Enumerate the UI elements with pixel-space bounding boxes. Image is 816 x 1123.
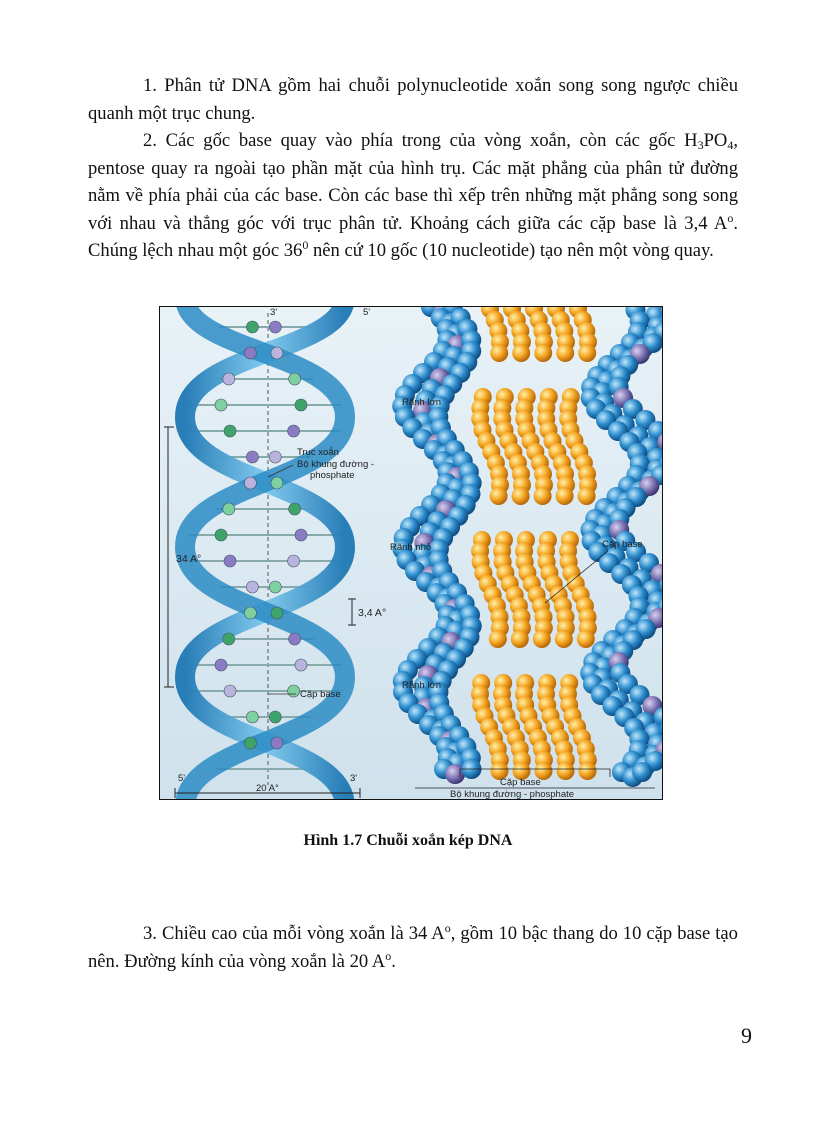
base-atom (511, 630, 529, 648)
paragraph-2: 2. Các gốc base quay vào phía trong của vòng xoắn, còn các gốc $H_3PO_4$, pentose quay ra ngoài tạo phần mặt của hình trụ. Các mặt phẳng của phân tử đường nằm về phía phải của các base. Còn các base thì xếp trên những mặt phẳng song song với nhau và thẳng góc với trục phân tử. Khoảng cách giữa các cặp base là 3,4 $A^o$. Chúng lệch nhau một góc $36^0$ nên cứ 10 gốc (10 nucleotide) tạo nên một vòng quay. (88, 130, 738, 261)
base-atom (557, 762, 575, 780)
end-label-top-left: 3' (270, 307, 278, 318)
base-pair-label-bottom: Cặp base (500, 777, 541, 788)
nucleotide-base (244, 607, 256, 619)
nucleotide-base (223, 633, 235, 645)
nucleotide-base (288, 685, 300, 697)
nucleotide-base (246, 321, 258, 333)
nucleotide-base (224, 425, 236, 437)
nucleotide-base (269, 711, 281, 723)
nucleotide-base (244, 347, 256, 359)
backbone-label-a: Bộ khung đường - (297, 459, 375, 470)
height-label: 34 A° (176, 553, 202, 565)
paragraph-1: 1. Phân tử DNA gồm hai chuỗi polynucleotide xoắn song song ngược chiều quanh một trục chung. (88, 75, 738, 124)
major-groove-label-top: Rãnh lớn (402, 397, 441, 408)
base-atom (533, 630, 551, 648)
dna-illustration (160, 307, 663, 800)
nucleotide-base (288, 425, 300, 437)
nucleotide-base (215, 659, 227, 671)
nucleotide-base (224, 685, 236, 697)
base-atom (489, 630, 507, 648)
diameter-label: 20 A° (256, 783, 279, 794)
nucleotide-base (295, 399, 307, 411)
figure-caption: Hình 1.7 Chuỗi xoắn kép DNA (303, 832, 513, 849)
base-atom (490, 487, 508, 505)
nucleotide-base (288, 555, 300, 567)
nucleotide-base (246, 581, 258, 593)
nucleotide-base (215, 529, 227, 541)
nucleotide-base (224, 555, 236, 567)
nucleotide-base (269, 581, 281, 593)
base-atom (534, 344, 552, 362)
backbone-label-b: phosphate (310, 470, 355, 481)
base-atom (579, 762, 597, 780)
base-atom (512, 344, 530, 362)
base-atom (578, 344, 596, 362)
nucleotide-base (246, 451, 258, 463)
nucleotide-base (295, 659, 307, 671)
base-atom (577, 630, 595, 648)
nucleotide-base (289, 373, 301, 385)
minor-groove-label: Rãnh nhỏ (390, 542, 432, 553)
base-atom (534, 487, 552, 505)
nucleotide-base (295, 529, 307, 541)
backbone-atom (632, 762, 652, 782)
base-pair-label-left: Cặp base (300, 689, 341, 700)
base-atom (578, 487, 596, 505)
nucleotide-base (223, 503, 235, 515)
nucleotide-base (246, 711, 258, 723)
base-atom (512, 487, 530, 505)
end-label-bottom-left: 5' (178, 773, 186, 784)
nucleotide-base (223, 373, 235, 385)
page-number: 9 (741, 1023, 752, 1048)
nucleotide-base (269, 451, 281, 463)
spacing-label: 3,4 A° (358, 607, 387, 619)
nucleotide-base (289, 633, 301, 645)
end-label-top-right: 5' (363, 307, 371, 318)
base-pair-label-right: Cặp base (602, 539, 643, 550)
nucleotide-base (244, 737, 256, 749)
base-atom (490, 344, 508, 362)
nucleotide-base (271, 737, 283, 749)
backbone-label-bottom: Bộ khung đường - phosphate (450, 789, 575, 800)
dna-figure (159, 306, 663, 800)
nucleotide-base (271, 347, 283, 359)
nucleotide-base (271, 477, 283, 489)
end-label-bottom-right: 3' (350, 773, 358, 784)
nucleotide-base (215, 399, 227, 411)
base-atom (556, 344, 574, 362)
major-groove-label-bottom: Rãnh lớn (402, 680, 441, 691)
nucleotide-base (289, 503, 301, 515)
nucleotide-base (244, 477, 256, 489)
nucleotide-base (271, 607, 283, 619)
nucleotide-base (269, 321, 281, 333)
paragraph-3: 3. Chiều cao của mỗi vòng xoắn là 34 $A^o$, gồm 10 bậc thang do 10 cặp base tạo nên. Đường kính của vòng xoắn là 20 $A^o$. (88, 921, 738, 972)
base-atom (555, 630, 573, 648)
base-atom (556, 487, 574, 505)
axis-label: Trục xoắn (297, 447, 339, 458)
